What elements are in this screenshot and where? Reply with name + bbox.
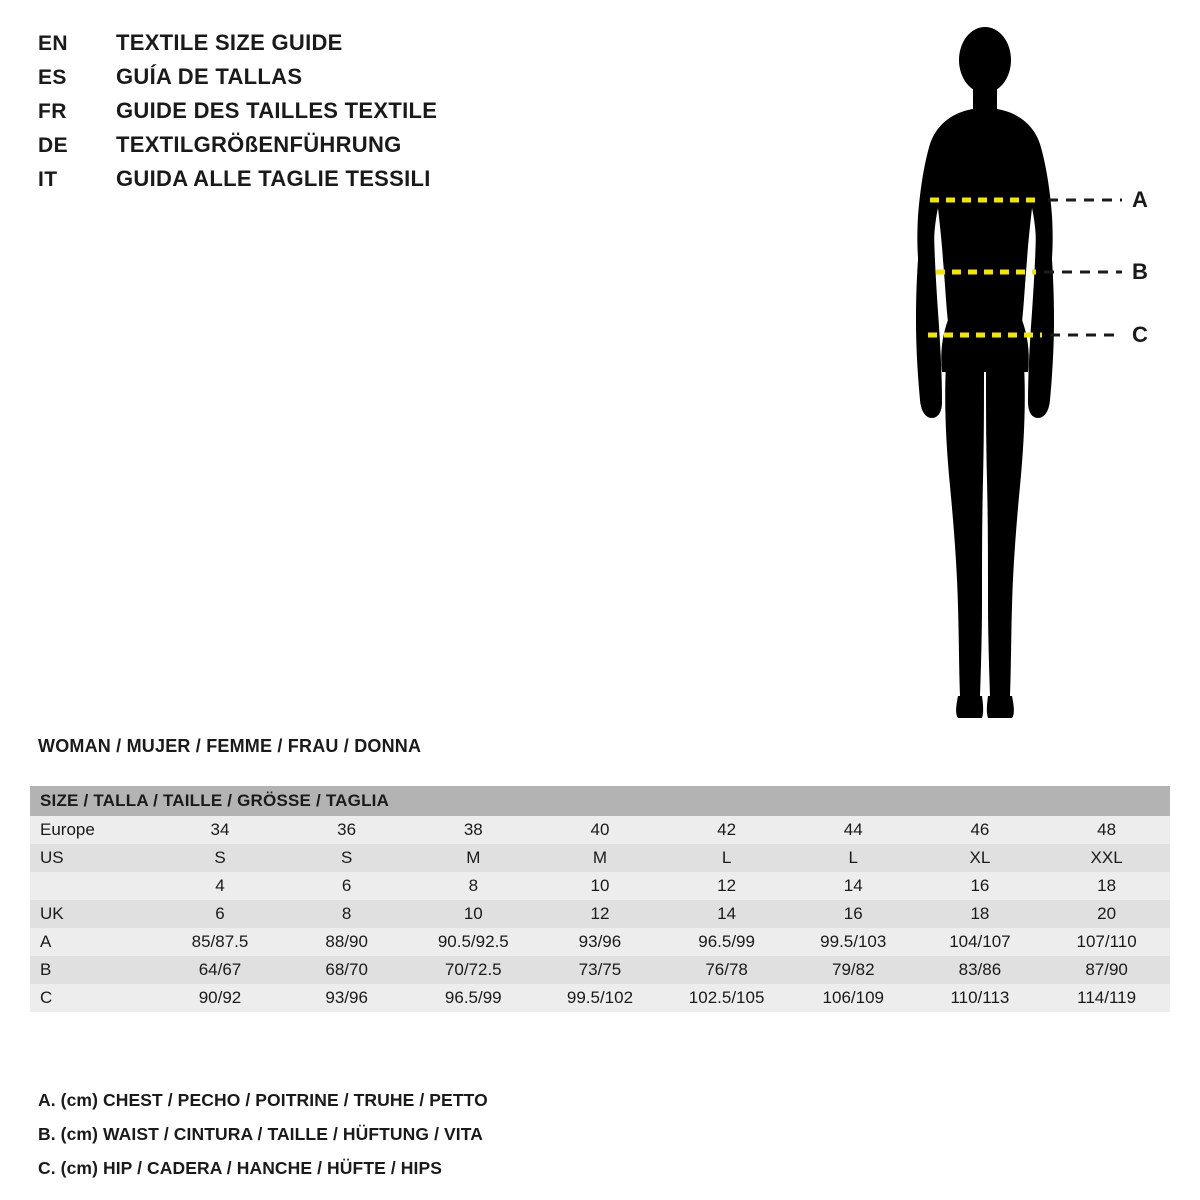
title-block	[38, 30, 678, 200]
cell: S	[283, 844, 410, 872]
row-label-b: B	[30, 956, 157, 984]
cell: 8	[283, 900, 410, 928]
cell: 85/87.5	[157, 928, 284, 956]
title-row	[38, 30, 678, 62]
table-row	[30, 900, 1170, 928]
cell: 20	[1043, 900, 1170, 928]
cell: 48	[1043, 816, 1170, 844]
cell: XXL	[1043, 844, 1170, 872]
table-header-row	[30, 786, 1170, 816]
footnote-b: B. (cm) WAIST / CINTURA / TAILLE / HÜFTUNG / VITA	[38, 1124, 483, 1144]
cell: 44	[790, 816, 917, 844]
size-table-container	[30, 786, 1170, 1012]
table-row	[30, 956, 1170, 984]
title-text-fr: GUIDE DES TAILLES TEXTILE	[116, 98, 438, 123]
title-text-es: GUÍA DE TALLAS	[116, 64, 303, 89]
cell: 88/90	[283, 928, 410, 956]
cell: M	[410, 844, 537, 872]
footnote-a: A. (cm) CHEST / PECHO / POITRINE / TRUHE / PETTO	[38, 1090, 488, 1110]
cell: 34	[157, 816, 284, 844]
table-row	[30, 872, 1170, 900]
row-label-us: US	[30, 844, 157, 872]
cell: 90/92	[157, 984, 284, 1012]
cell: 18	[1043, 872, 1170, 900]
cell: 14	[790, 872, 917, 900]
title-lang-de: DE	[38, 134, 68, 157]
cell: 99.5/102	[537, 984, 664, 1012]
footnotes	[38, 1090, 838, 1192]
title-row	[38, 98, 678, 130]
cell: 107/110	[1043, 928, 1170, 956]
cell: 12	[663, 872, 790, 900]
footnote-c: C. (cm) HIP / CADERA / HANCHE / HÜFTE / HIPS	[38, 1158, 443, 1178]
cell: 87/90	[1043, 956, 1170, 984]
cell: 12	[537, 900, 664, 928]
cell: 114/119	[1043, 984, 1170, 1012]
table-row	[30, 928, 1170, 956]
row-label-us-numeric	[30, 872, 157, 900]
body-figure	[860, 20, 1190, 740]
female-silhouette-icon	[860, 20, 1190, 740]
cell: 70/72.5	[410, 956, 537, 984]
cell: 40	[537, 816, 664, 844]
cell: 102.5/105	[663, 984, 790, 1012]
cell: 93/96	[537, 928, 664, 956]
cell: 6	[283, 872, 410, 900]
title-row	[38, 132, 678, 164]
title-lang-it: IT	[38, 168, 58, 191]
title-row	[38, 64, 678, 96]
title-lang-es: ES	[38, 66, 67, 89]
size-table	[30, 786, 1170, 1012]
cell: 99.5/103	[790, 928, 917, 956]
cell: S	[157, 844, 284, 872]
row-label-c: C	[30, 984, 157, 1012]
measure-label-b: B	[1132, 259, 1148, 284]
cell: 10	[410, 900, 537, 928]
table-row	[30, 844, 1170, 872]
cell: 79/82	[790, 956, 917, 984]
row-label-uk: UK	[30, 900, 157, 928]
cell: 96.5/99	[663, 928, 790, 956]
table-header-label: SIZE / TALLA / TAILLE / GRÖSSE / TAGLIA	[30, 786, 1170, 816]
cell: 36	[283, 816, 410, 844]
cell: 110/113	[917, 984, 1044, 1012]
cell: XL	[917, 844, 1044, 872]
cell: 42	[663, 816, 790, 844]
row-label-europe: Europe	[30, 816, 157, 844]
cell: 76/78	[663, 956, 790, 984]
cell: 106/109	[790, 984, 917, 1012]
row-label-a: A	[30, 928, 157, 956]
cell: 73/75	[537, 956, 664, 984]
cell: 6	[157, 900, 284, 928]
cell: 8	[410, 872, 537, 900]
cell: L	[663, 844, 790, 872]
table-row	[30, 816, 1170, 844]
cell: 83/86	[917, 956, 1044, 984]
cell: 16	[790, 900, 917, 928]
cell: 16	[917, 872, 1044, 900]
cell: 18	[917, 900, 1044, 928]
title-lang-fr: FR	[38, 100, 67, 123]
cell: 14	[663, 900, 790, 928]
cell: 38	[410, 816, 537, 844]
cell: 68/70	[283, 956, 410, 984]
title-text-de: TEXTILGRÖßENFÜHRUNG	[116, 132, 402, 157]
measure-label-a: A	[1132, 187, 1148, 212]
measure-label-c: C	[1132, 322, 1148, 347]
cell: 104/107	[917, 928, 1044, 956]
table-row	[30, 984, 1170, 1012]
cell: 90.5/92.5	[410, 928, 537, 956]
cell: 96.5/99	[410, 984, 537, 1012]
cell: 10	[537, 872, 664, 900]
cell: 64/67	[157, 956, 284, 984]
section-heading: WOMAN / MUJER / FEMME / FRAU / DONNA	[38, 736, 422, 756]
cell: M	[537, 844, 664, 872]
title-text-it: GUIDA ALLE TAGLIE TESSILI	[116, 166, 431, 191]
cell: L	[790, 844, 917, 872]
title-text-en: TEXTILE SIZE GUIDE	[116, 30, 343, 55]
title-row	[38, 166, 678, 198]
cell: 93/96	[283, 984, 410, 1012]
cell: 46	[917, 816, 1044, 844]
title-lang-en: EN	[38, 32, 68, 55]
cell: 4	[157, 872, 284, 900]
